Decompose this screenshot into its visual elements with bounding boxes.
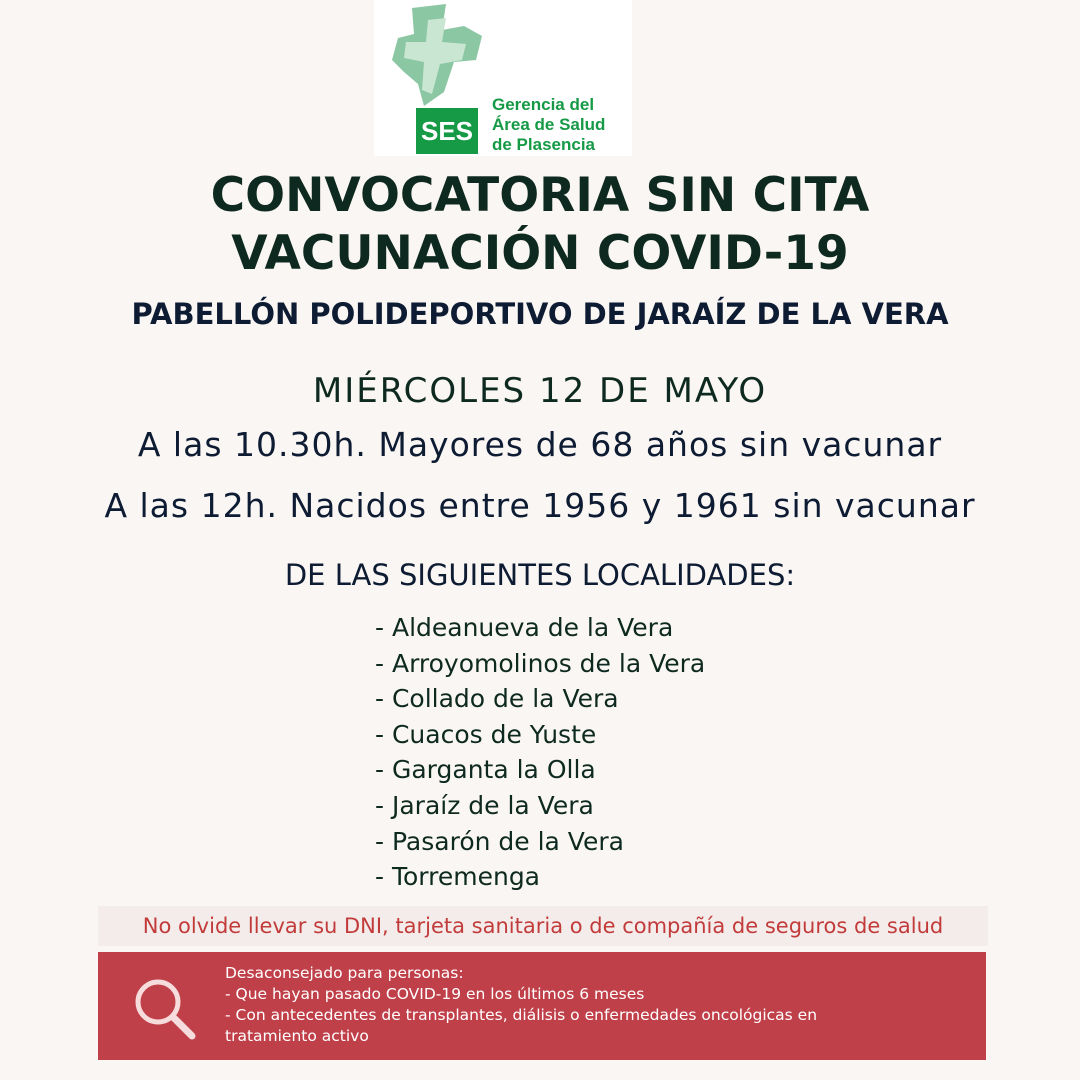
localities-list (375, 610, 705, 895)
warning-line: tratamiento activo (225, 1027, 369, 1045)
list-item: - Cuacos de Yuste (375, 719, 597, 749)
time-slot-2: A las 12h. Nacidos entre 1956 y 1961 sin vacunar (104, 486, 976, 525)
list-item: - Arroyomolinos de la Vera (375, 648, 706, 678)
reminder-banner (98, 906, 988, 946)
warning-text (225, 963, 965, 1047)
ses-cross-icon (384, 2, 496, 114)
list-item: - Aldeanueva de la Vera (375, 613, 674, 642)
logo-organization-name (492, 95, 605, 155)
venue-subtitle: PABELLÓN POLIDEPORTIVO DE JARAÍZ DE LA VERA (131, 297, 949, 331)
warning-line: Desaconsejado para personas: (225, 964, 464, 982)
list-item: - Jaraíz de la Vera (375, 790, 594, 820)
warning-line: - Con antecedentes de transplantes, diálisis o enfermedades oncológicas en (225, 1006, 818, 1024)
logo-name-line: de Plasencia (492, 135, 596, 154)
localities-heading: DE LAS SIGUIENTES LOCALIDADES: (284, 558, 796, 592)
list-item: - Garganta la Olla (375, 755, 596, 785)
logo-name-line: Área de Salud (492, 115, 606, 134)
warning-box (98, 952, 986, 1060)
event-date: MIÉRCOLES 12 DE MAYO (312, 371, 768, 411)
page-title-line-1: CONVOCATORIA SIN CITA (210, 168, 870, 223)
time-slot-1: A las 10.30h. Mayores de 68 años sin vacunar (137, 425, 943, 464)
ses-badge: SES (416, 108, 478, 154)
magnifier-icon (128, 972, 200, 1044)
page-title-line-2: VACUNACIÓN COVID-19 (231, 226, 849, 281)
logo-name-line: Gerencia del (492, 95, 595, 114)
reminder-text: No olvide llevar su DNI, tarjeta sanitaria o de compañía de seguros de salud (142, 914, 944, 938)
list-item: - Torremenga (375, 862, 541, 892)
warning-line: - Que hayan pasado COVID-19 en los últimos 6 meses (225, 985, 645, 1003)
ses-logo (374, 0, 632, 156)
list-item: - Collado de la Vera (375, 684, 619, 714)
list-item: - Pasarón de la Vera (375, 826, 624, 856)
